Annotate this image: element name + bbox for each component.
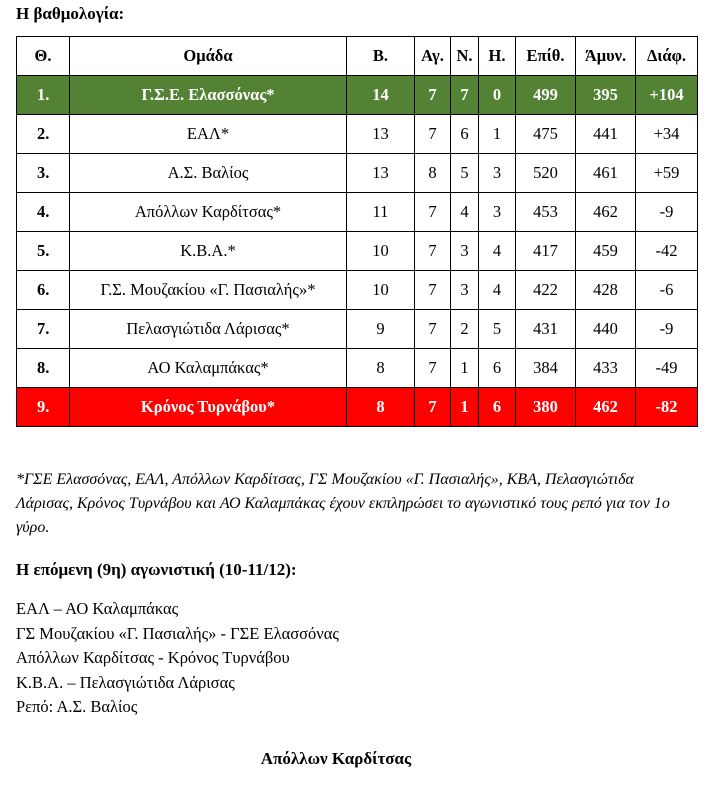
cell-lost: 3 [479, 154, 516, 193]
header-team: Ομάδα [70, 37, 347, 76]
table-row [17, 76, 698, 115]
cell-team: Κ.Β.Α.* [70, 232, 347, 271]
table-row [17, 232, 698, 271]
cell-defense: 462 [576, 193, 636, 232]
footnote: *ΓΣΕ Ελασσόνας, ΕΑΛ, Απόλλων Καρδίτσας, ΓΣ Μουζακίου «Γ. Πασιαλής», ΚΒΑ, Πελασγιώτιδα Λάρισας, Κρόνος Τυρνάβου και ΑΟ Καλαμπάκας έχουν εκπληρώσει το αγωνιστικό τους ρεπό για τον 1ο γύρο. [16, 471, 670, 536]
standings-table [16, 36, 698, 427]
cell-position: 4. [17, 193, 70, 232]
cell-position: 9. [17, 388, 70, 427]
cell-team: Α.Σ. Βαλίος [70, 154, 347, 193]
cell-team: Πελασγιώτιδα Λάρισας* [70, 310, 347, 349]
cell-won: 3 [451, 232, 479, 271]
cell-played: 7 [415, 232, 451, 271]
cell-team: Γ.Σ. Μουζακίου «Γ. Πασιαλής»* [70, 271, 347, 310]
cell-defense: 459 [576, 232, 636, 271]
table-row [17, 271, 698, 310]
cell-diff: -9 [636, 310, 698, 349]
standings-heading: Η βαθμολογία: [16, 4, 125, 23]
cell-lost: 6 [479, 349, 516, 388]
cell-played: 7 [415, 76, 451, 115]
cell-lost: 6 [479, 388, 516, 427]
cell-points: 10 [347, 232, 415, 271]
header-won: Ν. [451, 37, 479, 76]
bye-item: Ρεπό: Α.Σ. Βαλίος [16, 697, 138, 716]
fixtures-list [16, 597, 339, 720]
header-defense: Άμυν. [576, 37, 636, 76]
fixture-item: Κ.Β.Α. – Πελασγιώτιδα Λάρισας [16, 672, 235, 692]
cell-position: 3. [17, 154, 70, 193]
cell-defense: 462 [576, 388, 636, 427]
cell-points: 8 [347, 388, 415, 427]
cell-team: ΑΟ Καλαμπάκας* [70, 349, 347, 388]
header-position: Θ. [17, 37, 70, 76]
cell-diff: +34 [636, 115, 698, 154]
cell-diff: -82 [636, 388, 698, 427]
cell-attack: 384 [516, 349, 576, 388]
cell-played: 7 [415, 115, 451, 154]
cell-played: 8 [415, 154, 451, 193]
cell-won: 5 [451, 154, 479, 193]
cell-points: 11 [347, 193, 415, 232]
table-row [17, 115, 698, 154]
cell-team: Κρόνος Τυρνάβου* [70, 388, 347, 427]
cell-diff: -6 [636, 271, 698, 310]
cell-diff: -49 [636, 349, 698, 388]
cell-position: 5. [17, 232, 70, 271]
cell-won: 3 [451, 271, 479, 310]
cell-points: 10 [347, 271, 415, 310]
cell-position: 7. [17, 310, 70, 349]
cell-won: 1 [451, 349, 479, 388]
header-attack: Επίθ. [516, 37, 576, 76]
cell-team: Γ.Σ.Ε. Ελασσόνας* [70, 76, 347, 115]
table-row [17, 349, 698, 388]
table-row [17, 193, 698, 232]
cell-diff: -9 [636, 193, 698, 232]
cell-won: 2 [451, 310, 479, 349]
cell-lost: 4 [479, 232, 516, 271]
cell-lost: 3 [479, 193, 516, 232]
table-row [17, 310, 698, 349]
author-signature: Απόλλων Καρδίτσας [260, 749, 412, 768]
cell-diff: -42 [636, 232, 698, 271]
cell-attack: 417 [516, 232, 576, 271]
cell-attack: 520 [516, 154, 576, 193]
cell-attack: 453 [516, 193, 576, 232]
cell-attack: 380 [516, 388, 576, 427]
cell-diff: +104 [636, 76, 698, 115]
cell-played: 7 [415, 193, 451, 232]
table-header-row [17, 37, 698, 76]
cell-attack: 422 [516, 271, 576, 310]
cell-points: 9 [347, 310, 415, 349]
table-row [17, 154, 698, 193]
fixture-item: Απόλλων Καρδίτσας - Κρόνος Τυρνάβου [16, 648, 290, 667]
cell-diff: +59 [636, 154, 698, 193]
fixture-item: ΓΣ Μουζακίου «Γ. Πασιαλής» - ΓΣΕ Ελασσόνας [16, 623, 339, 643]
cell-played: 7 [415, 310, 451, 349]
cell-lost: 1 [479, 115, 516, 154]
cell-position: 8. [17, 349, 70, 388]
cell-points: 8 [347, 349, 415, 388]
cell-played: 7 [415, 271, 451, 310]
cell-defense: 461 [576, 154, 636, 193]
header-points: Β. [347, 37, 415, 76]
cell-defense: 395 [576, 76, 636, 115]
fixture-item: ΕΑΛ – ΑΟ Καλαμπάκας [16, 599, 179, 618]
cell-defense: 433 [576, 349, 636, 388]
cell-played: 7 [415, 349, 451, 388]
cell-defense: 428 [576, 271, 636, 310]
cell-attack: 499 [516, 76, 576, 115]
cell-position: 2. [17, 115, 70, 154]
cell-won: 6 [451, 115, 479, 154]
cell-attack: 431 [516, 310, 576, 349]
cell-won: 4 [451, 193, 479, 232]
cell-lost: 5 [479, 310, 516, 349]
cell-position: 1. [17, 76, 70, 115]
cell-won: 1 [451, 388, 479, 427]
cell-points: 13 [347, 115, 415, 154]
cell-points: 13 [347, 154, 415, 193]
header-lost: Η. [479, 37, 516, 76]
cell-defense: 440 [576, 310, 636, 349]
cell-lost: 0 [479, 76, 516, 115]
cell-defense: 441 [576, 115, 636, 154]
table-row [17, 388, 698, 427]
cell-team: ΕΑΛ* [70, 115, 347, 154]
header-played: Αγ. [415, 37, 451, 76]
cell-played: 7 [415, 388, 451, 427]
cell-attack: 475 [516, 115, 576, 154]
header-diff: Διάφ. [636, 37, 698, 76]
cell-lost: 4 [479, 271, 516, 310]
cell-team: Απόλλων Καρδίτσας* [70, 193, 347, 232]
next-round-title: Η επόμενη (9η) αγωνιστική (10-11/12): [16, 560, 297, 579]
cell-won: 7 [451, 76, 479, 115]
cell-points: 14 [347, 76, 415, 115]
cell-position: 6. [17, 271, 70, 310]
